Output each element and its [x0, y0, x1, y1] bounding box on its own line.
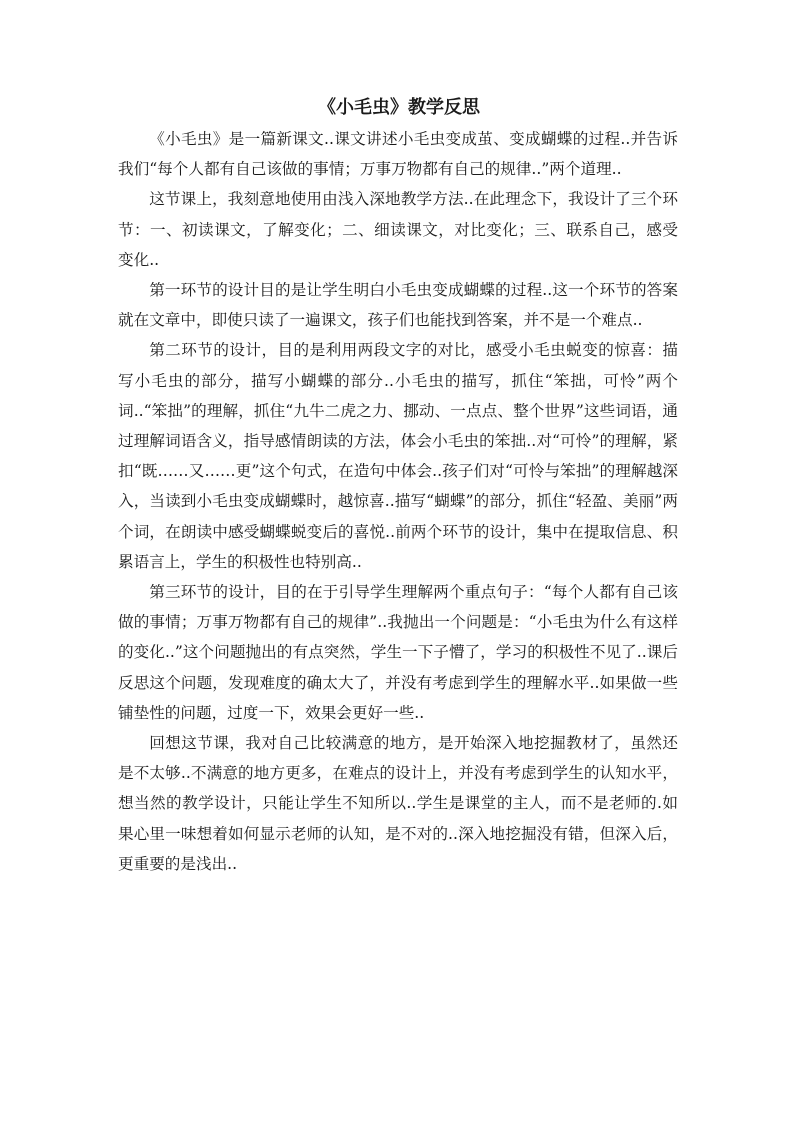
- paragraph-first-stage: 第一环节的设计目的是让学生明白小毛虫变成蝴蝶的过程..这一个环节的答案就在文章中，即使只读了一遍课文，孩子们也能找到答案，并不是一个难点..: [118, 281, 678, 330]
- paragraph-lesson-design: 这节课上，我刻意地使用由浅入深地教学方法..在此理念下，我设计了三个环节：一、初读课文，了解变化；二、细读课文，对比变化；三、联系自己，感受变化..: [118, 190, 678, 269]
- document-title: 《小毛虫》教学反思: [318, 97, 480, 118]
- paragraph-intro: 《小毛虫》是一篇新课文..课文讲述小毛虫变成茧、变成蝴蝶的过程..并告诉我们“每个人都有自己该做的事情；万事万物都有自己的规律..”两个道理..: [118, 130, 678, 179]
- paragraph-third-stage: 第三环节的设计，目的在于引导学生理解两个重点句子：“每个人都有自己该做的事情；万事万物都有自己的规律”..我抛出一个问题是：“小毛虫为什么有这样的变化..”这个问题抛出的有点突然，学生一下子懵了，学习的积极性不见了..课后反思这个问题，发现难度的确太大了，并没有考虑到学生的理解水平..如果做一些铺垫性的问题，过度一下，效果会更好一些..: [118, 583, 678, 722]
- paragraph-second-stage: 第二环节的设计，目的是利用两段文字的对比，感受小毛虫蜕变的惊喜：描写小毛虫的部分，描写小蝴蝶的部分..小毛虫的描写，抓住“笨拙，可怜”两个词..“笨拙”的理解，抓住“九牛二虎之力、挪动、一点点、整个世界”这些词语，通过理解词语含义，指导感情朗读的方法，体会小毛虫的笨拙..对“可怜”的理解，紧扣“既……又……更”这个句式，在造句中体会..孩子们对“可怜与笨拙”的理解越深入，当读到小毛虫变成蝴蝶时，越惊喜..描写“蝴蝶”的部分，抓住“轻盈、美丽”两个词，在朗读中感受蝴蝶蜕变后的喜悦..前两个环节的设计，集中在提取信息、积累语言上，学生的积极性也特别高..: [118, 341, 678, 571]
- paragraph-reflection: 回想这节课，我对自己比较满意的地方，是开始深入地挖掘教材了，虽然还是不太够..不满意的地方更多，在难点的设计上，并没有考虑到学生的认知水平，想当然的教学设计，只能让学生不知所以..学生是课堂的主人，而不是老师的.如果心里一味想着如何显示老师的认知，是不对的..深入地挖掘没有错，但深入后，更重要的是浅出..: [118, 734, 678, 873]
- document-page: [118, 92, 678, 879]
